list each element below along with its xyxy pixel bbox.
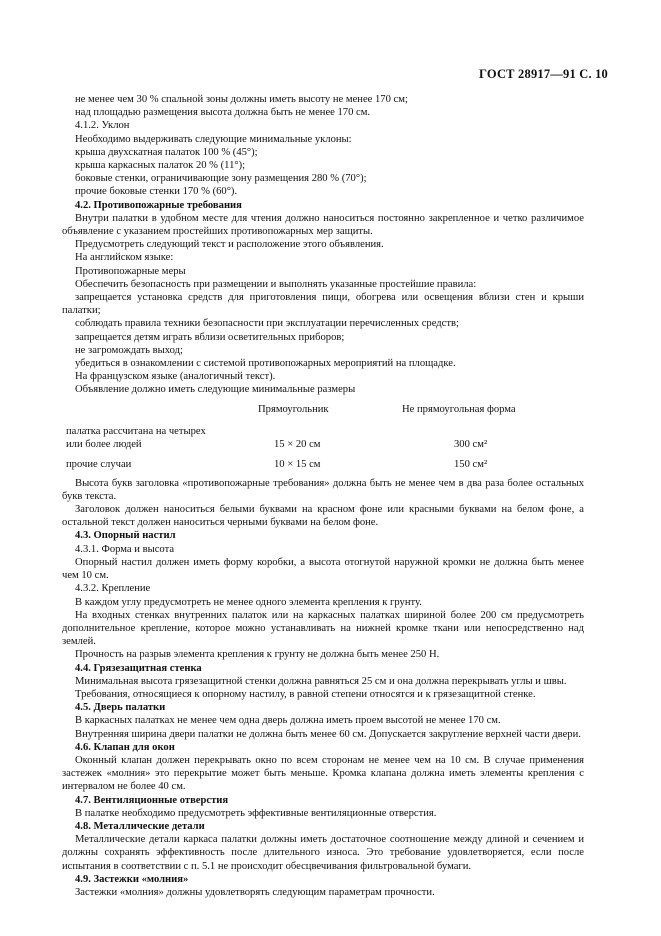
table-header-rectangle: Прямоугольник: [258, 403, 329, 415]
paragraph: Минимальная высота грязезащитной стенки должна равняться 25 см и она должна перекрывать углы и швы.: [75, 675, 567, 687]
list-item: убедиться в ознакомлении с системой противопожарных мероприятий на площадке.: [75, 358, 456, 370]
paragraph: Внутри палатки в удобном месте для чтения должно наноситься постоянно закрепленное и четко различимое объявление с указанием простейших противопожарных мер защиты.: [62, 212, 584, 238]
paragraph: Оконный клапан должен перекрывать окно по всем сторонам не менее чем на 10 см. В случае применения застежек «молния» это перекрытие может быть меньше. Кромка клапана должна иметь элементы крепления с интервалом не более 40 см.: [62, 754, 584, 793]
table-row1-nonrect: 300 см²: [454, 438, 488, 450]
section-heading-4-7: 4.7. Вентиляционные отверстия: [75, 794, 229, 806]
section-heading-4-6: 4.6. Клапан для окон: [75, 741, 175, 753]
text-line: В каркасных палатках не менее чем одна дверь должна иметь проем высотой не менее 170 см.: [75, 715, 501, 727]
section-heading-4-2: 4.2. Противопожарные требования: [75, 199, 242, 211]
subsection-heading: 4.3.1. Форма и высота: [75, 543, 175, 555]
text-line: Обеспечить безопасность при размещении и выполнять указанные простейшие правила:: [75, 278, 477, 290]
paragraph: Высота букв заголовка «противопожарные требования» должна быть не менее чем в два раза более остальных букв текста.: [62, 477, 584, 502]
table-row1-label-a: палатка рассчитана на четырех: [66, 425, 206, 437]
table-row1-rect: 15 × 20 см: [274, 438, 321, 450]
table-row2-nonrect: 150 см²: [454, 458, 488, 470]
section-heading-4-9: 4.9. Застежки «молния»: [75, 873, 189, 885]
list-item: запрещается детям играть вблизи осветительных приборов;: [75, 331, 345, 343]
subsection-heading: 4.1.2. Уклон: [75, 120, 130, 132]
subsection-heading: 4.3.2. Крепление: [75, 583, 151, 595]
section-heading-4-3: 4.3. Опорный настил: [75, 530, 176, 542]
text-line: На французском языке (аналогичный текст).: [75, 371, 276, 383]
text-line: Требования, относящиеся к опорному настилу, в равной степени относятся и к грязезащитной стенке.: [75, 688, 536, 700]
paragraph: Опорный настил должен иметь форму коробки, а высота отогнутой наружной кромки не должна быть менее чем 10 см.: [62, 556, 584, 582]
paragraph: На входных стенках внутренних палаток или на каркасных палатках шириной более 200 см предусмотреть дополнительное крепление, которое можно устанавливать на нижней кромке ткани или непосредственно над землей.: [62, 609, 584, 648]
text-line: не менее чем 30 % спальной зоны должны иметь высоту не менее 170 см;: [75, 94, 408, 105]
table-row2-label: прочие случаи: [66, 458, 132, 470]
list-item: крыша двухскатная палаток 100 % (45°);: [75, 146, 258, 158]
section-heading-4-5: 4.5. Дверь палатки: [75, 702, 166, 714]
paragraph: Заголовок должен наноситься белыми буквами на красном фоне или красными буквами на белом фоне, а остальной текст должен наноситься черными буквами на белом фоне.: [62, 504, 584, 529]
size-table: [62, 401, 584, 473]
text-line: Застежки «молния» должны удовлетворять следующим параметрам прочности.: [75, 886, 435, 898]
list-item: прочие боковые стенки 170 % (60°).: [75, 186, 238, 198]
table-row1-label-b: или более людей: [66, 438, 142, 450]
section-heading-4-4: 4.4. Грязезащитная стенка: [75, 662, 202, 674]
list-item: крыша каркасных палаток 20 % (11°);: [75, 160, 246, 172]
list-item: боковые стенки, ограничивающие зону размещения 280 % (70°);: [75, 173, 367, 185]
table-header-non-rectangle: Не прямоугольная форма: [402, 403, 516, 415]
text-line: Объявление должно иметь следующие минимальные размеры: [75, 384, 356, 396]
document-body: [62, 93, 584, 899]
text-line: Предусмотреть следующий текст и расположение этого объявления.: [75, 239, 384, 251]
paragraph: Металлические детали каркаса палатки должны иметь достаточное соотношение между длиной и сечением и должны сохранять эффективность после длительного износа. Это требование удовлетворяется, если после испытания в соответствии с п. 5.1 не происходит обесцвечивания фильтровальной бумаги.: [62, 834, 584, 872]
paragraph: запрещается установка средств для приготовления пищи, обогрева или освещения вблизи стен и крыши палатки;: [62, 292, 584, 317]
text-line: Необходимо выдерживать следующие минимальные уклоны:: [75, 133, 352, 145]
paragraph: Внутренняя ширина двери палатки не должна быть менее 60 см. Допускается закругление верхней части двери.: [75, 728, 581, 740]
text-line: Прочность на разрыв элемента крепления к грунту не должна быть менее 250 Н.: [75, 649, 440, 661]
section-heading-4-8: 4.8. Металлические детали: [75, 820, 205, 832]
text-line: над площадью размещения высота должна быть не менее 170 см.: [75, 107, 371, 119]
list-item: не загромождать выход;: [75, 344, 183, 356]
text-line: На английском языке:: [75, 252, 174, 264]
text-line: В каждом углу предусмотреть не менее одного элемента крепления к грунту.: [75, 596, 422, 608]
table-row2-rect: 10 × 15 см: [274, 458, 321, 470]
text-line: Противопожарные меры: [75, 265, 186, 277]
page-header: ГОСТ 28917—91 С. 10: [479, 67, 608, 81]
text-line: В палатке необходимо предусмотреть эффективные вентиляционные отверстия.: [75, 807, 437, 819]
list-item: соблюдать правила техники безопасности при эксплуатации перечисленных средств;: [75, 318, 459, 330]
